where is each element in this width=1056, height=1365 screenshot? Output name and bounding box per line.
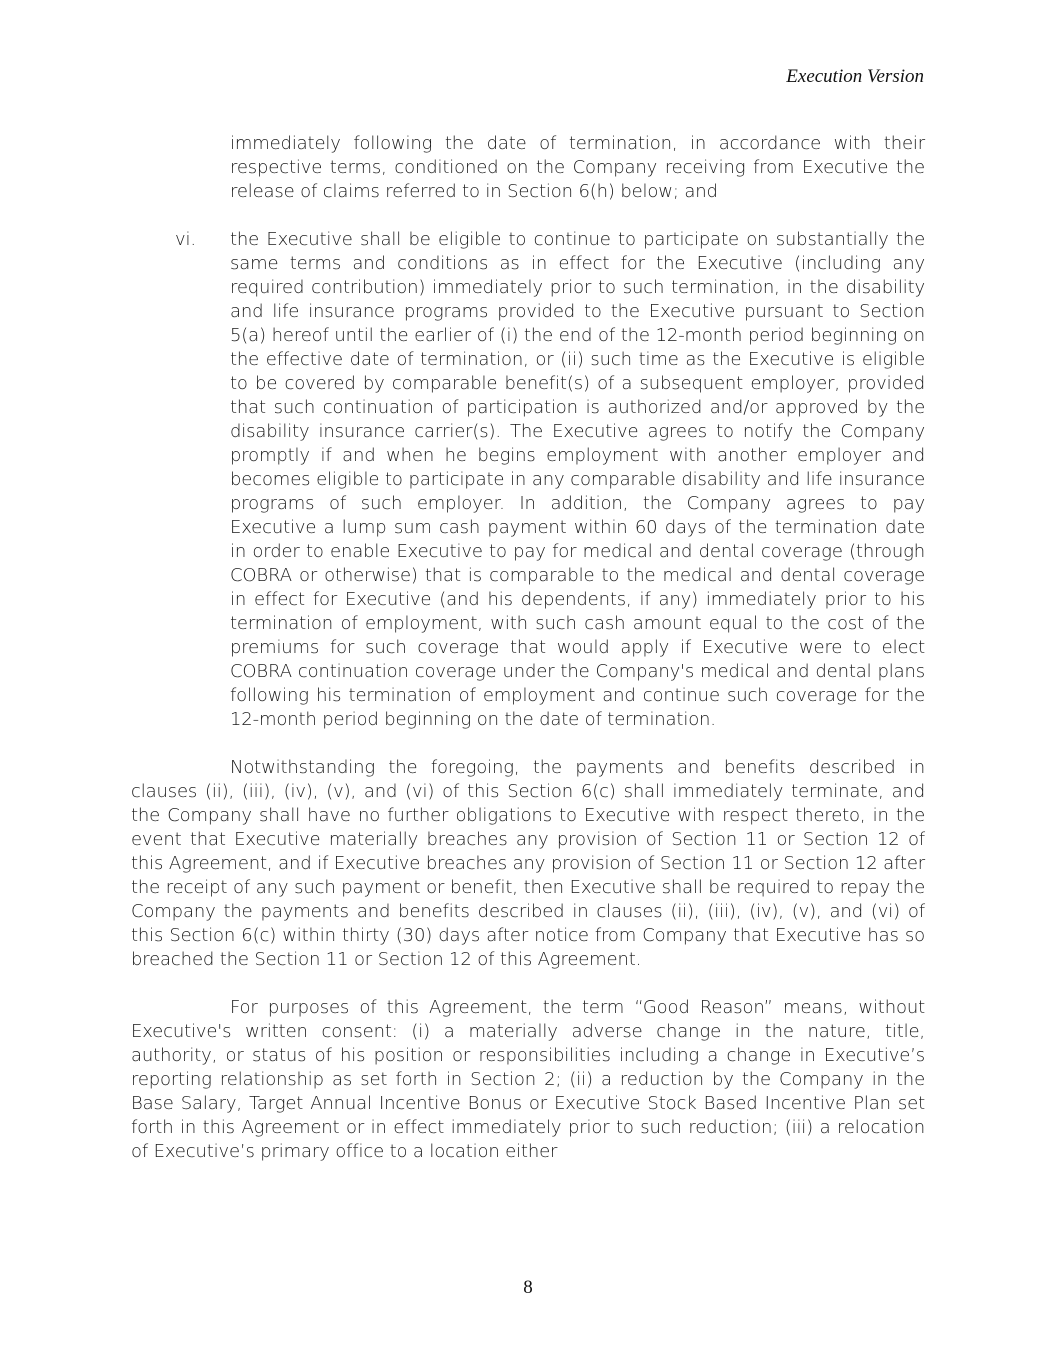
page-number: 8 <box>523 1277 533 1298</box>
list-item-vi <box>175 228 925 732</box>
continuation-paragraph: immediately following the date of termination, in accordance with their respective terms, conditioned on the Company receiving from Executive the release of claims referred to in Section 6(h) below; and <box>230 133 925 202</box>
paragraph-notwithstanding: Notwithstanding the foregoing, the payments and benefits described in clauses (ii), (iii), (iv), (v), and (vi) of this Section 6(c) shall immediately terminate, and the Company shall have no further obligations to Executive with respect thereto, in the event that Executive materially breaches any provision of Section 11 or Section 12 of this Agreement, and if Executive breaches any provision of Section 11 or Section 12 after the receipt of any such payment or benefit, then Executive shall be required to repay the Company the payments and benefits described in clauses (ii), (iii), (iv), (v), and (vi) of this Section 6(c) within thirty (30) days after notice from Company that Executive has so breached the Section 11 or Section 12 of this Agreement. <box>131 757 925 970</box>
paragraph-good-reason: For purposes of this Agreement, the term “Good Reason” means, without Executive's written consent: (i) a materially adverse change in the nature, title, authority, or status of his position or responsibilities including a change in Executive’s reporting relationship as set forth in Section 2; (ii) a reduction by the Company in the Base Salary, Target Annual Incentive Bonus or Executive Stock Based Incentive Plan set forth in this Agreement or in effect immediately prior to such reduction; (iii) a relocation of Executive’s primary office to a location either <box>131 997 925 1162</box>
list-marker: vi. <box>175 229 196 250</box>
document-body <box>131 132 925 1182</box>
list-item-text: the Executive shall be eligible to continue to participate on substantially the same terms and conditions as in effect for the Executive (including any required contribution) immediately prior to such termination, in the disability and life insurance programs provided to the Executive pursuant to Section 5(a) hereof until the earlier of (i) the end of the 12-month period beginning on the effective date of termination, or (ii) such time as the Executive is eligible to be covered by comparable benefit(s) of a subsequent employer, provided that such continuation of participation is authorized and/or approved by the disability insurance carrier(s). The Executive agrees to notify the Company promptly if and when he begins employment with another employer and becomes eligible to participate in any comparable disability and life insurance programs of such employer. In addition, the Company agrees to pay Executive a lump sum cash payment within 60 days of the termination date in order to enable Executive to pay for medical and dental coverage (through COBRA or otherwise) that is comparable to the medical and dental coverage in effect for Executive (and his dependents, if any) immediately prior to his termination of employment, with such cash amount equal to the cost of the premiums for such coverage that would apply if Executive were to elect COBRA continuation coverage under the Company's medical and dental plans following his termination of employment and continue such coverage for the 12-month period beginning on the date of termination. <box>230 229 925 730</box>
document-version-label: Execution Version <box>786 66 924 87</box>
